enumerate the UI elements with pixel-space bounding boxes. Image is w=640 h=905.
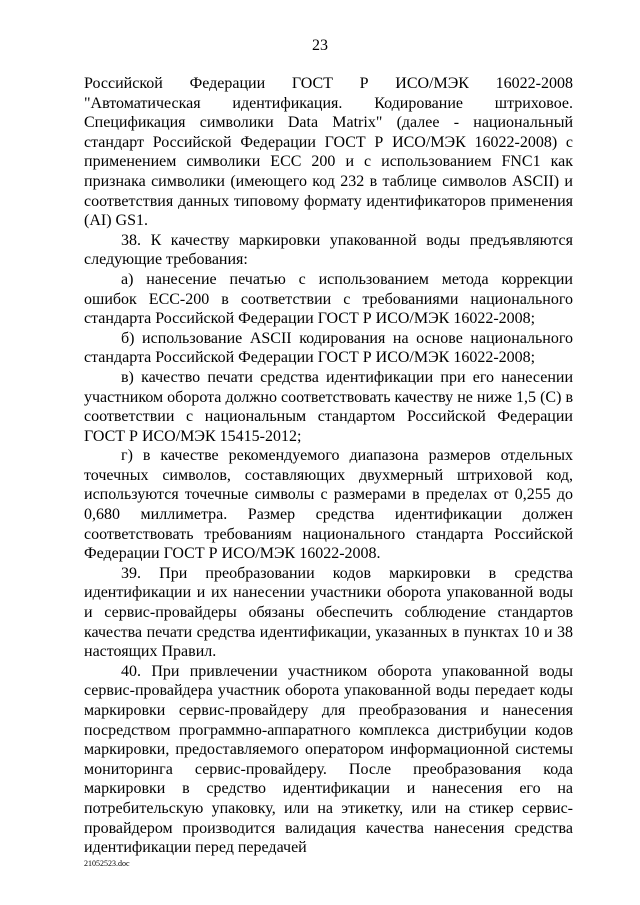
paragraph-38-g: г) в качестве рекомендуемого диапазона размеров отдельных точечных символов, составляющих двухмерный штриховой код, используются точечные символы с размерами в пределах от 0,255 до 0,680 миллиметра. Размер средства идентификации должен соответствовать требованиям национального стандарта Российской Федерации ГОСТ Р ИСО/МЭК 16022-2008. <box>84 447 573 563</box>
paragraph-38-a: а) нанесение печатью с использованием метода коррекции ошибок ЕСС-200 в соответствии с требованиями национального стандарта Российской Федерации ГОСТ Р ИСО/МЭК 16022-2008; <box>84 270 573 328</box>
document-body <box>84 74 573 858</box>
page-number: 23 <box>312 37 328 54</box>
paragraph-40: 40. При привлечении участником оборота упакованной воды сервис-провайдера участник оборота упакованной воды передает коды маркировки сервис-провайдеру для преобразования и нанесения посредством программно-аппаратного комплекса дистрибуции кодов маркировки, предоставляемого оператором информационной системы мониторинга сервис-провайдеру. После преобразования кода маркировки в средство идентификации и нанесения его на потребительскую упаковку, или на этикетку, или на стикер сервис-провайдером производится валидация качества нанесения средства идентификации перед передачей <box>84 662 573 857</box>
paragraph-39: 39. При преобразовании кодов маркировки в средства идентификации и их нанесении участники оборота упакованной воды и сервис-провайдеры обязаны обеспечить соблюдение стандартов качества печати средства идентификации, указанных в пунктах 10 и 38 настоящих Правил. <box>84 564 573 661</box>
paragraph-38-b: б) использование ASCII кодирования на основе национального стандарта Российской Федерации ГОСТ Р ИСО/МЭК 16022-2008; <box>84 329 573 367</box>
paragraph-38-v: в) качество печати средства идентификации при его нанесении участником оборота должно соответствовать качеству не ниже 1,5 (C) в соответствии с национальным стандартом Российской Федерации ГОСТ Р ИСО/МЭК 15415-2012; <box>84 368 573 445</box>
paragraph-38: 38. К качеству маркировки упакованной воды предъявляются следующие требования: <box>84 231 573 269</box>
paragraph-continuation: Российской Федерации ГОСТ Р ИСО/МЭК 16022-2008 "Автоматическая идентификация. Кодирование штриховое. Спецификация символики Data Matrix" (далее - национальный стандарт Российской Федерации ГОСТ Р ИСО/МЭК 16022-2008) с применением символики ECC 200 и с использованием FNC1 как признака символики (имеющего код 232 в таблице символов ASCII) и соответствия данных типовому формату идентификаторов применения (AI) GS1. <box>84 75 573 230</box>
document-filename: 21052523.doc <box>84 859 130 868</box>
